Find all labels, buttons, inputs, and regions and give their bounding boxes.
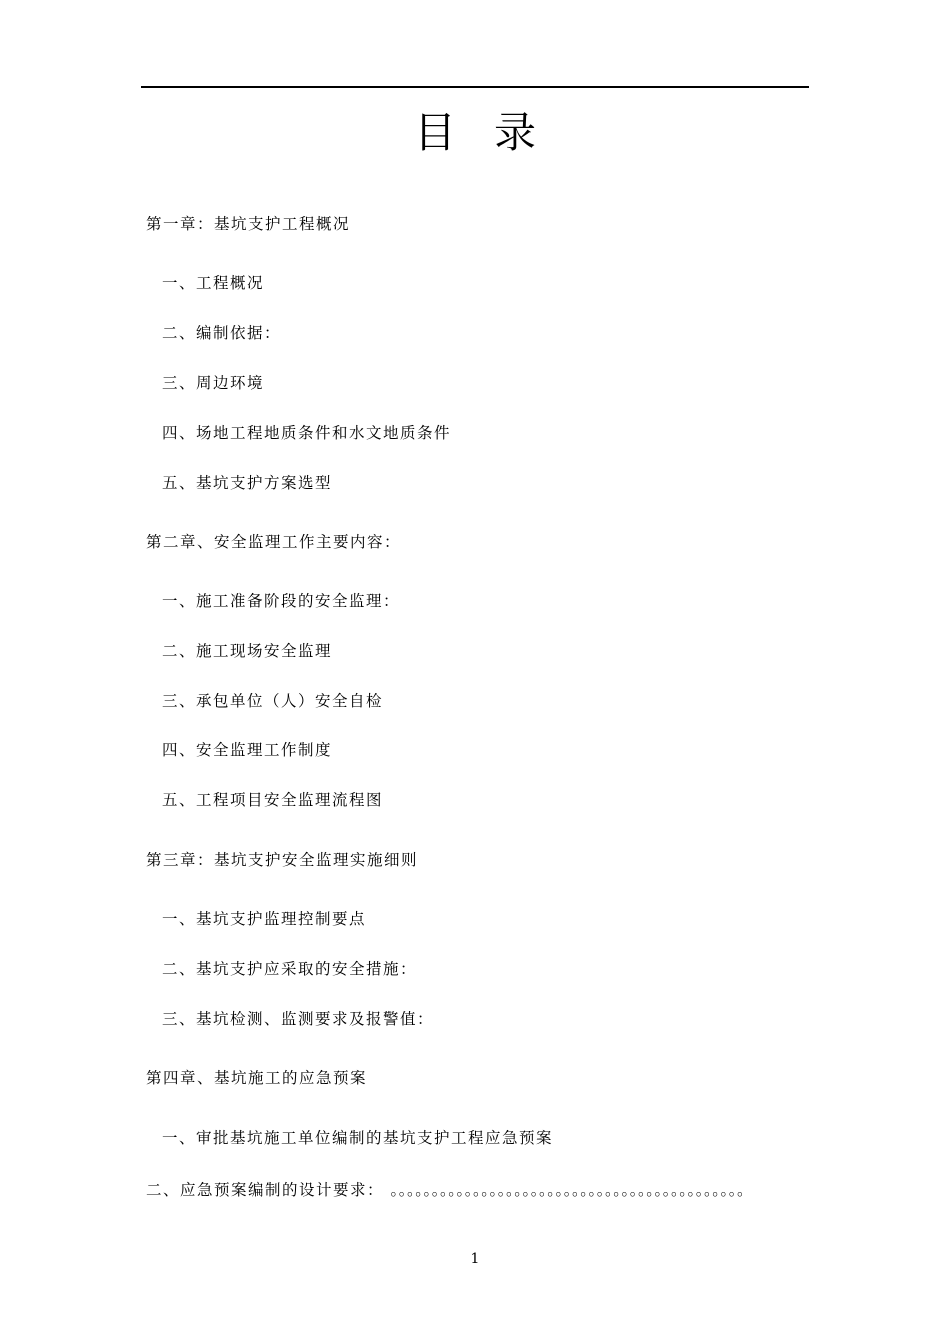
- toc-section-2-5[interactable]: 五、工程项目安全监理流程图: [162, 791, 384, 809]
- toc-leader-dots: 。。。。。。。。。。。。。。。。。。。。。。。。。。。。。。。。。。。。。。。。。。。: [390, 1181, 753, 1199]
- toc-section-1-4[interactable]: 四、场地工程地质条件和水文地质条件: [162, 424, 452, 442]
- page-title: 目录: [413, 108, 574, 157]
- toc-chapter-1[interactable]: 第一章：基坑支护工程概况: [146, 215, 351, 233]
- toc-section-3-2[interactable]: 二、基坑支护应采取的安全措施：: [162, 960, 418, 978]
- toc-section-2-2[interactable]: 二、施工现场安全监理: [162, 642, 333, 660]
- toc-section-4-1[interactable]: 一、审批基坑施工单位编制的基坑支护工程应急预案: [162, 1129, 554, 1147]
- toc-section-1-2[interactable]: 二、编制依据：: [162, 324, 282, 342]
- toc-section-2-3[interactable]: 三、承包单位（人）安全自检: [162, 692, 384, 710]
- toc-chapter-3[interactable]: 第三章：基坑支护安全监理实施细则: [146, 851, 419, 869]
- toc-section-3-3[interactable]: 三、基坑检测、监测要求及报警值：: [162, 1010, 435, 1028]
- toc-section-2-1[interactable]: 一、施工准备阶段的安全监理：: [162, 592, 401, 610]
- toc-section-1-3[interactable]: 三、周边环境: [162, 374, 265, 392]
- header-rule: [141, 86, 809, 88]
- toc-chapter-2[interactable]: 第二章、安全监理工作主要内容：: [146, 533, 402, 551]
- toc-entry-label: 二、应急预案编制的设计要求：: [146, 1181, 385, 1199]
- page-number: 1: [470, 1251, 480, 1267]
- toc-entry-with-leader[interactable]: [146, 1180, 753, 1200]
- toc-chapter-4[interactable]: 第四章、基坑施工的应急预案: [146, 1069, 368, 1087]
- toc-section-1-5[interactable]: 五、基坑支护方案选型: [162, 474, 333, 492]
- toc-section-1-1[interactable]: 一、工程概况: [162, 274, 265, 292]
- toc-section-2-4[interactable]: 四、安全监理工作制度: [162, 741, 333, 759]
- toc-section-3-1[interactable]: 一、基坑支护监理控制要点: [162, 910, 367, 928]
